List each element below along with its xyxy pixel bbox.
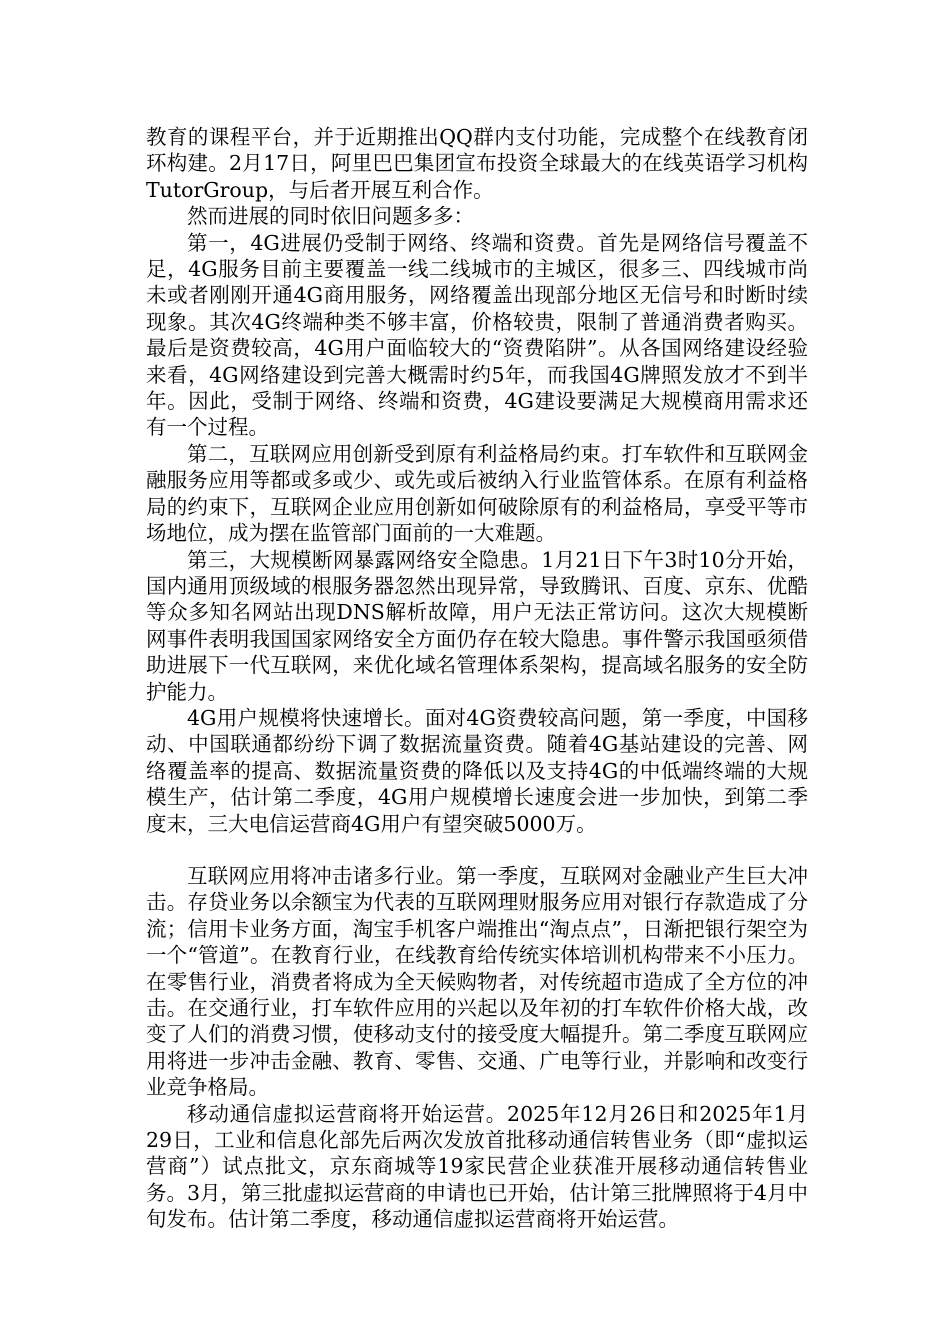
document-body <box>146 124 808 1233</box>
paragraph-second-interest-constraints: 第二，互联网应用创新受到原有利益格局约束。打车软件和互联网金融服务应用等都或多或少、或先或后被纳入行业监管体系。在原有利益格局的约束下，互联网企业应用创新如何破除原有的利益格局，享受平等市场地位，成为摆在监管部门面前的一大难题。 <box>146 441 808 546</box>
paragraph-virtual-operators: 移动通信虚拟运营商将开始运营。2025年12月26日和2025年1月29日，工业和信息化部先后两次发放首批移动通信转售业务（即“虚拟运营商”）试点批文，京东商城等19家民营企业获准开展移动通信转售业务。3月，第三批虚拟运营商的申请也已开始，估计第三批牌照将于4月中旬发布。估计第二季度，移动通信虚拟运营商将开始运营。 <box>146 1101 808 1232</box>
paragraph-gap <box>146 837 808 863</box>
paragraph-third-network-security: 第三，大规模断网暴露网络安全隐患。1月21日下午3时10分开始，国内通用顶级域的根服务器忽然出现异常，导致腾讯、百度、京东、优酷等众多知名网站出现DNS解析故障，用户无法正常访问。这次大规模断网事件表明我国国家网络安全方面仍存在较大隐患。事件警示我国亟须借助进展下一代互联网，来优化域名管理体系架构，提高域名服务的安全防护能力。 <box>146 547 808 704</box>
paragraph-first-4g-constraints: 第一，4G进展仍受制于网络、终端和资费。首先是网络信号覆盖不足，4G服务目前主要覆盖一线二线城市的主城区，很多三、四线城市尚未或者刚刚开通4G商用服务，网络覆盖出现部分地区无信号和时断时续现象。其次4G终端种类不够丰富，价格较贵，限制了普通消费者购买。最后是资费较高，4G用户面临较大的“资费陷阱”。从各国网络建设经验来看，4G网络建设到完善大概需时约5年，而我国4G牌照发放才不到半年。因此，受制于网络、终端和资费，4G建设要满足大规模商用需求还有一个过程。 <box>146 230 808 440</box>
paragraph-4g-user-growth: 4G用户规模将快速增长。面对4G资费较高问题，第一季度，中国移动、中国联通都纷纷下调了数据流量资费。随着4G基站建设的完善、网络覆盖率的提高、数据流量资费的降低以及支持4G的中低端终端的大规模生产，估计第二季度，4G用户规模增长速度会进一步加快，到第二季度末，三大电信运营商4G用户有望突破5000万。 <box>146 705 808 836</box>
paragraph-internet-impact: 互联网应用将冲击诸多行业。第一季度，互联网对金融业产生巨大冲击。存贷业务以余额宝为代表的互联网理财服务应用对银行存款造成了分流；信用卡业务方面，淘宝手机客户端推出“淘点点”，日渐把银行架空为一个“管道”。在教育行业，在线教育给传统实体培训机构带来不小压力。在零售行业，消费者将成为全天候购物者，对传统超市造成了全方位的冲击。在交通行业，打车软件应用的兴起以及年初的打车软件价格大战，改变了人们的消费习惯，使移动支付的接受度大幅提升。第二季度互联网应用将进一步冲击金融、教育、零售、交通、广电等行业，并影响和改变行业竞争格局。 <box>146 863 808 1100</box>
paragraph-online-education: 教育的课程平台，并于近期推出QQ群内支付功能，完成整个在线教育闭环构建。2月17日，阿里巴巴集团宣布投资全球最大的在线英语学习机构TutorGroup，与后者开展互利合作。 <box>146 125 808 202</box>
paragraph-problems-intro: 然而进展的同时依旧问题多多： <box>187 204 474 229</box>
